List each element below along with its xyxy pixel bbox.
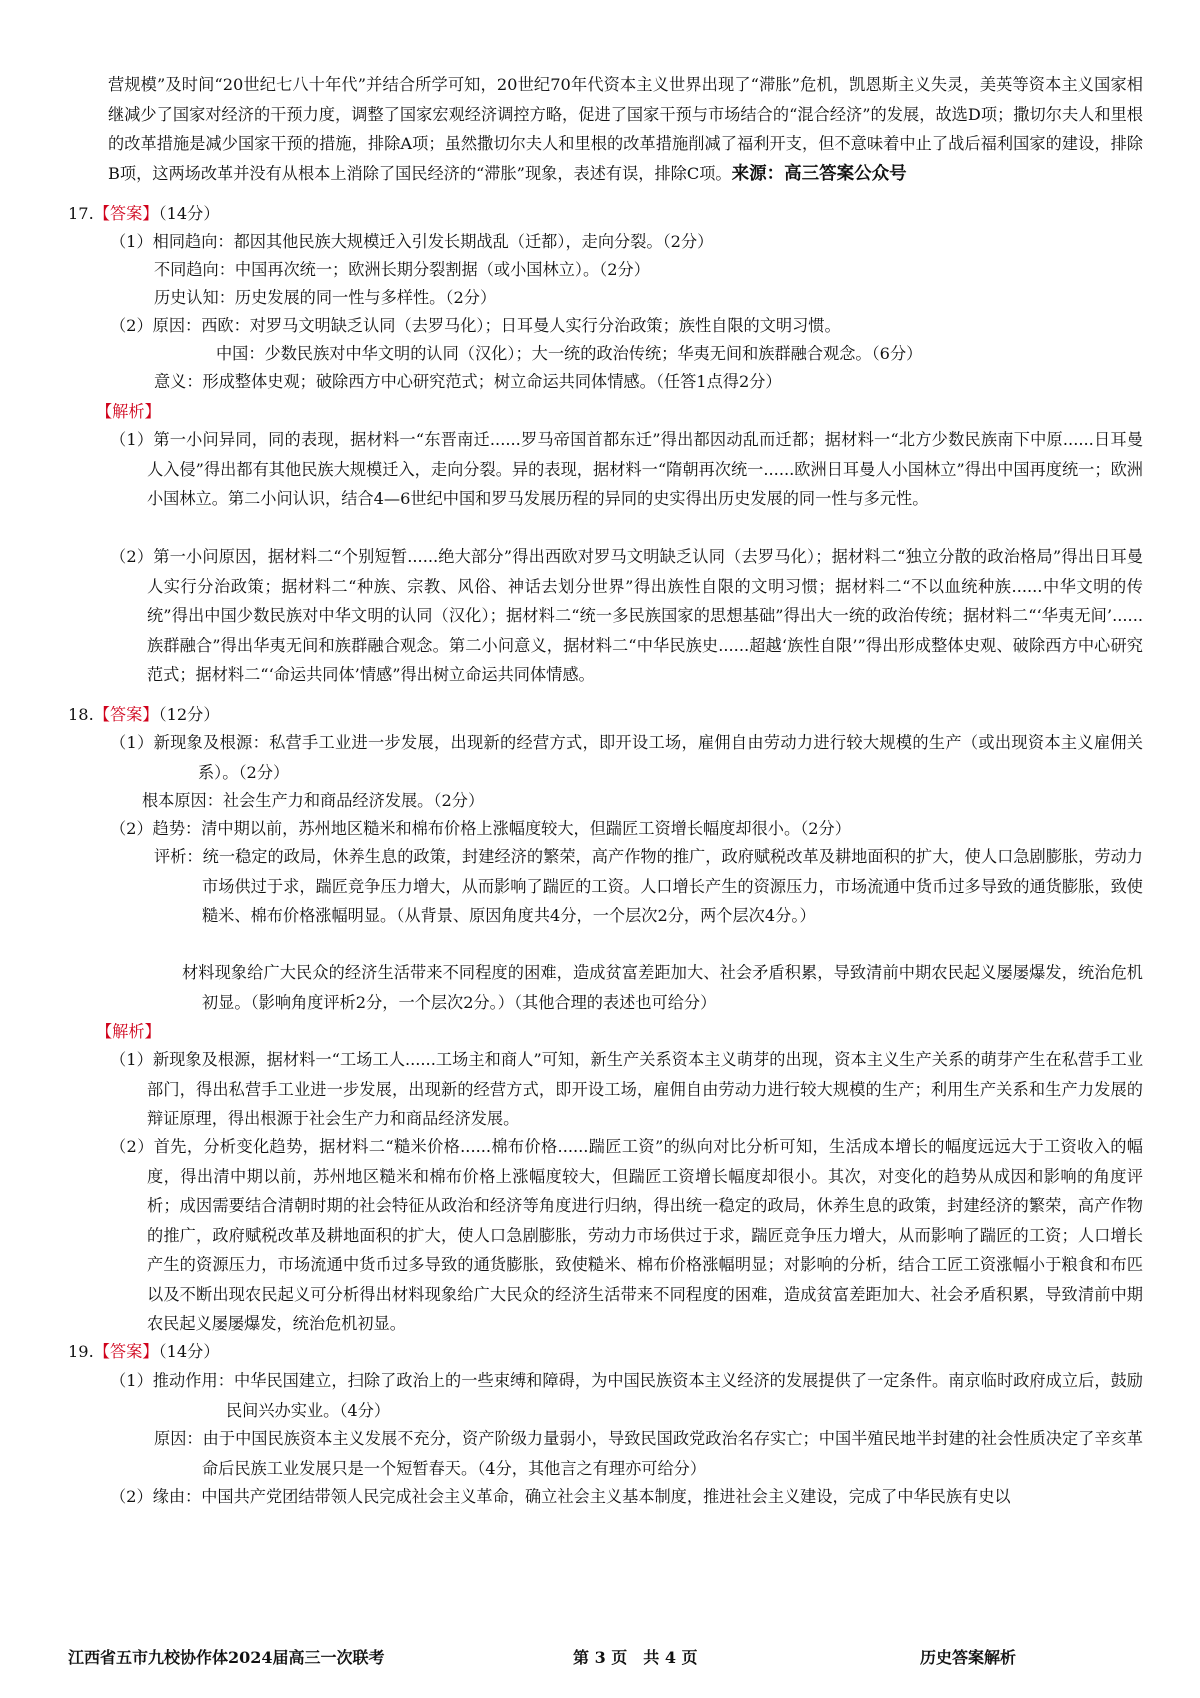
q19-score: （14分）: [158, 1342, 220, 1361]
intro-text: 营规模”及时间“20世纪七八十年代”并结合所学可知，20世纪70年代资本主义世界出现了“滞胀”危机，凯恩斯主义失灵，美英等资本主义国家相继减少了国家对经济的干预力度，调整了国家宏观经济调控方略，促进了国家干预与市场结合的“混合经济”的发展，故选D项；撒切尔夫人和里根的改革措施是减少国家干预的措施，排除A项；虽然撒切尔夫人和里根的改革措施削减了福利开支，但不意味着中止了战后福利国家的建设，排除B项，这两场改革并没有从根本上消除了国民经济的“滞胀”现象，表述有误，排除C项。: [108, 75, 1143, 183]
intro-paragraph: [108, 70, 1143, 189]
q18-number: 18.: [68, 705, 94, 724]
q18-jiexi-1: （1）新现象及根源，据材料一“工场工人......工场主和商人”可知，新生产关系资本主义萌芽的出现，资本主义生产关系的萌芽产生在私营手工业部门，得出私营手工业进一步发展，出现新的经营方式，即开设工场，雇佣自由劳动力进行较大规模的生产；利用生产关系和生产力发展的辩证原理，得出根源于社会生产力和商品经济发展。: [110, 1050, 1143, 1128]
q17-number: 17.: [68, 204, 94, 223]
q18-score: （12分）: [158, 705, 220, 724]
q17-answer-1-line-2: 不同趋向：中国再次统一；欧洲长期分裂割据（或小国林立）。（2分）: [154, 260, 650, 279]
q17-jiexi-2: （2）第一小问原因，据材料二“个别短暂......绝大部分”得出西欧对罗马文明缺乏认同（去罗马化）；据材料二“独立分散的政治格局”得出日耳曼人实行分治政策；据材料二“种族、宗教、风俗、神话去划分世界”得出族性自限的文明习惯；据材料二“不以血统种族......中华文明的传统”得出中国少数民族对中华文明的认同（汉化）；据材料二“统一多民族国家的思想基础”得出大一统的政治传统；据材料二“‘华夷无间’......族群融合”得出华夷无间和族群融合观念。第二小问意义，据材料二“中华民族史......超越‘族性自限’”得出形成整体史观、破除西方中心研究范式；据材料二“‘命运共同体’情感”得出树立命运共同体情感。: [110, 547, 1143, 684]
q17-header: [68, 199, 1143, 229]
q17-score: （14分）: [158, 204, 220, 223]
q18-answer-2-line-1: （2）趋势：清中期以前，苏州地区糙米和棉布价格上涨幅度较大，但踹匠工资增长幅度却很小。（2分）: [110, 819, 851, 838]
q18-answer-1-line-1: （1）新现象及根源：私营手工业进一步发展，出现新的经营方式，即开设工场，雇佣自由劳动力进行较大规模的生产（或出现资本主义雇佣关系）。（2分）: [110, 733, 1143, 782]
q19-number: 19.: [68, 1342, 94, 1361]
q17-answer-1-line-3: 历史认知：历史发展的同一性与多样性。（2分）: [154, 288, 497, 307]
q19-header: [68, 1337, 1143, 1367]
source-note: 来源：高三答案公众号: [731, 163, 907, 184]
q19-answer-1-line-2: 原因：由于中国民族资本主义发展不充分，资产阶级力量弱小，导致民国政党政治名存实亡；中国半殖民地半封建的社会性质决定了辛亥革命后民族工业发展只是一个短暂春天。（4分，其他言之有理亦可给分）: [154, 1429, 1143, 1478]
q19-answer-2-line-1: （2）缘由：中国共产党团结带领人民完成社会主义革命，确立社会主义基本制度，推进社会主义建设，完成了中华民族有史以: [110, 1487, 1011, 1506]
q17-jiexi-1: （1）第一小问异同，同的表现，据材料一“东晋南迁......罗马帝国首都东迁”得出都因动乱而迁都；据材料一“北方少数民族南下中原......日耳曼人入侵”得出都有其他民族大规模迁入，走向分裂。异的表现，据材料一“隋朝再次统一......欧洲日耳曼人小国林立”得出中国再度统一；欧洲小国林立。第二小问认识，结合4—6世纪中国和罗马发展历程的异同的史实得出历史发展的同一性与多元性。: [110, 430, 1143, 508]
q17-jiexi-tag: 【解析】: [96, 402, 161, 421]
footer-subject: 历史答案解析: [920, 1648, 1017, 1667]
q19-answer-1-line-1: （1）推动作用：中华民国建立，扫除了政治上的一些束缚和障碍，为中国民族资本主义经济的发展提供了一定条件。南京临时政府成立后，鼓励民间兴办实业。（4分）: [110, 1371, 1143, 1420]
q17-answer-2-line-3: 意义：形成整体史观；破除西方中心研究范式；树立命运共同体情感。（任答1点得2分）: [154, 372, 782, 391]
q19-answer-tag: 【答案】: [93, 1342, 159, 1361]
q18-header: [68, 700, 1143, 730]
page-footer: [68, 1645, 1138, 1671]
q17-answer-2-line-2: 中国：少数民族对中华文明的认同（汉化）；大一统的政治传统；华夷无间和族群融合观念。（6分）: [216, 344, 923, 363]
q17-answer-2-line-1: （2）原因：西欧：对罗马文明缺乏认同（去罗马化）；日耳曼人实行分治政策；族性自限的文明习惯。: [110, 316, 841, 335]
q17-answer-tag: 【答案】: [93, 204, 159, 223]
q18-jiexi-tag: 【解析】: [96, 1022, 161, 1041]
q18-answer-2-line-2: 评析：统一稳定的政局，休养生息的政策，封建经济的繁荣，高产作物的推广，政府赋税改革及耕地面积的扩大，使人口急剧膨胀，劳动力市场供过于求，踹匠竞争压力增大，从而影响了踹匠的工资。人口增长产生的资源压力，市场流通中货币过多导致的通货膨胀，致使糙米、棉布价格涨幅明显。（从背景、原因角度共4分，一个层次2分，两个层次4分。）: [154, 847, 1143, 925]
q18-answer-1-line-2: 根本原因：社会生产力和商品经济发展。（2分）: [142, 791, 485, 810]
footer-page-number: 第 3 页 共 4 页: [573, 1648, 698, 1667]
footer-exam-title: 江西省五市九校协作体2024届高三一次联考: [68, 1648, 385, 1667]
q18-answer-2-line-3: 材料现象给广大民众的经济生活带来不同程度的困难，造成贫富差距加大、社会矛盾积累，导致清前中期农民起义屡屡爆发，统治危机初显。（影响角度评析2分，一个层次2分。）（其他合理的表述也可给分）: [182, 963, 1143, 1012]
q17-answer-1-line-1: （1）相同趋向：都因其他民族大规模迁入引发长期战乱（迁都），走向分裂。（2分）: [110, 232, 714, 251]
q18-jiexi-2: （2）首先，分析变化趋势，据材料二“糙米价格......棉布价格......踹匠工资”的纵向对比分析可知，生活成本增长的幅度远远大于工资收入的幅度，得出清中期以前，苏州地区糙米和棉布价格上涨幅度较大，但踹匠工资增长幅度却很小。其次，对变化的趋势从成因和影响的角度评析；成因需要结合清朝时期的社会特征从政治和经济等角度进行归纳，得出统一稳定的政局，休养生息的政策，封建经济的繁荣，高产作物的推广，政府赋税改革及耕地面积的扩大，使人口急剧膨胀，劳动力市场供过于求，踹匠竞争压力增大，从而影响了踹匠的工资；人口增长产生的资源压力，市场流通中货币过多导致的通货膨胀，致使糙米、棉布价格涨幅明显；对影响的分析，结合工匠工资涨幅小于粮食和布匹以及不断出现农民起义可分析得出材料现象给广大民众的经济生活带来不同程度的困难，造成贫富差距加大、社会矛盾积累，导致清前中期农民起义屡屡爆发，统治危机初显。: [110, 1137, 1143, 1333]
q18-answer-tag: 【答案】: [93, 705, 159, 724]
